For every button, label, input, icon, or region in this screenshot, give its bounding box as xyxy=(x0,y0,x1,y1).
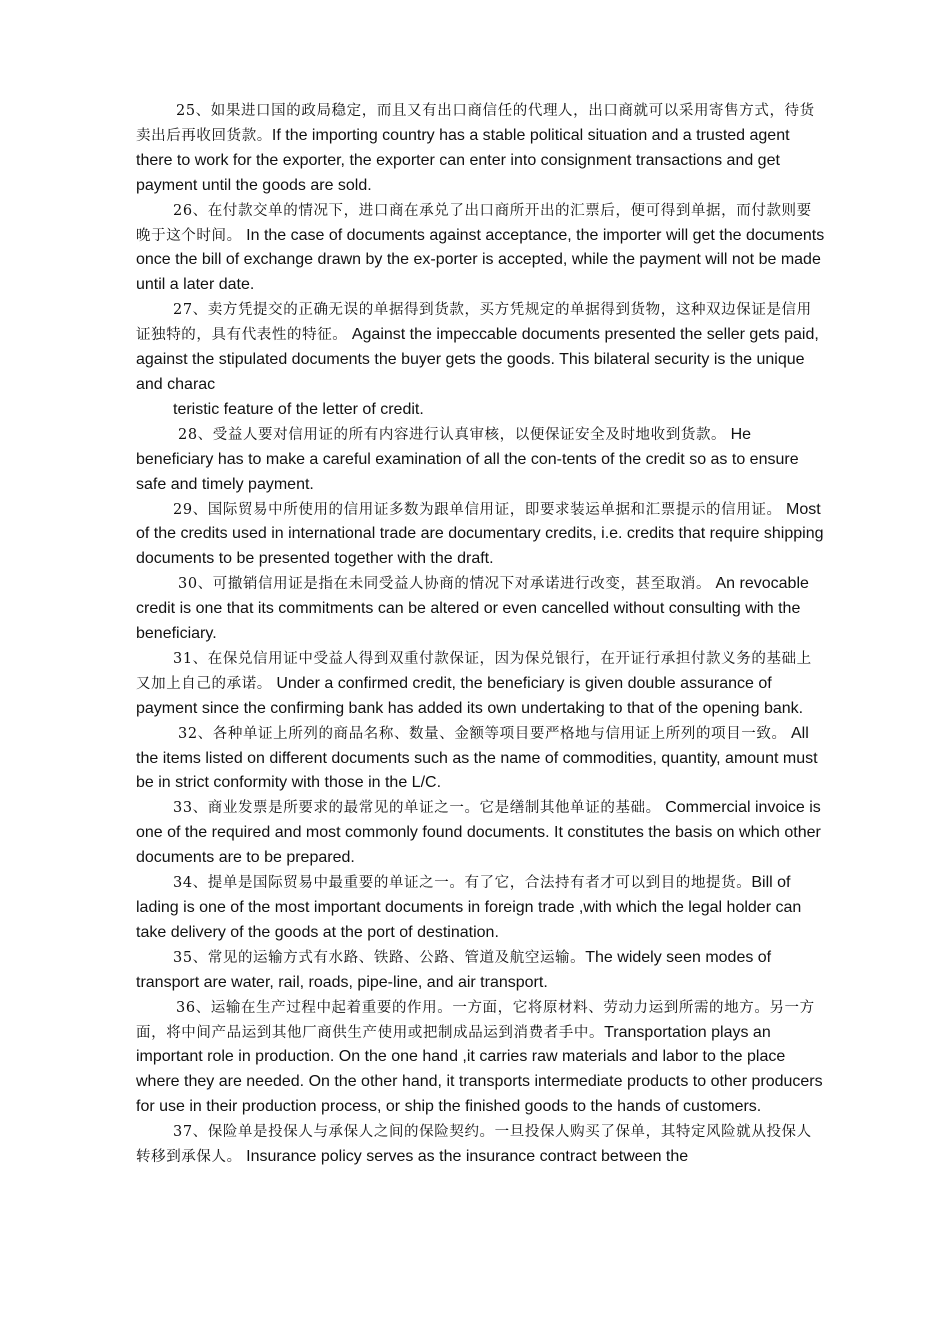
paragraph-26 xyxy=(136,199,826,299)
chinese-text: 30、可撤销信用证是指在未同受益人协商的情况下对承诺进行改变，甚至取消。 xyxy=(178,576,712,593)
chinese-text: 35、常见的运输方式有水路、铁路、公路、管道及航空运输。 xyxy=(173,949,586,966)
paragraph-36 xyxy=(136,996,826,1121)
english-text: In the case of documents against acceptance, the importer will get the documents once the bill of exchange drawn by the ex-porter is accepted, while the payment will not be made until a later date. xyxy=(136,226,825,294)
chinese-text: 28、受益人要对信用证的所有内容进行认真审核，以便保证安全及时地收到货款。 xyxy=(178,426,727,443)
paragraph-30 xyxy=(136,572,826,647)
english-text: He beneficiary has to make a careful examination of all the con-tents of the credit so as to ensure safe and timely payment. xyxy=(136,425,799,493)
paragraph-29 xyxy=(136,498,826,573)
chinese-text: 34、提单是国际贸易中最重要的单证之一。有了它，合法持有者才可以到目的地提货。 xyxy=(173,875,752,892)
chinese-text: 25、如果进口国的政局稳定，而且又有出口商信任的代理人，出口商就可以采用寄售方式，待货卖出后再收回货款。 xyxy=(136,103,815,144)
paragraph-33 xyxy=(136,796,826,871)
english-text: Transportation plays an important role in production. On the one hand ,it carries raw materials and labor to the place where they are needed. On the other hand, it transports intermediate products to other producers for use in their production process, or ship the finished goods to the hands of customers. xyxy=(136,1023,823,1116)
english-text: Bill of lading is one of the most important documents in foreign trade ,with which the legal holder can take delivery of the goods at the port of destination. xyxy=(136,874,802,941)
chinese-text: 27、卖方凭提交的正确无误的单据得到货款，买方凭规定的单据得到货物，这种双边保证是信用证独特的，具有代表性的特征。 xyxy=(136,302,812,344)
chinese-text: 29、国际贸易中所使用的信用证多数为跟单信用证，即要求装运单据和汇票提示的信用证。 xyxy=(173,501,782,518)
chinese-text: 36、运输在生产过程中起着重要的作用。一方面，它将原材料、劳动力运到所需的地方。另一方面，将中间产品运到其他厂商供生产使用或把制成品运到消费者手中。 xyxy=(136,999,815,1041)
chinese-text: 37、保险单是投保人与承保人之间的保险契约。一旦投保人购买了保单，其特定风险就从投保人转移到承保人。 xyxy=(136,1124,812,1166)
paragraph-35 xyxy=(136,946,826,996)
paragraph-34 xyxy=(136,871,826,946)
english-text: Against the impeccable documents presented the seller gets paid, against the stipulated documents the buyer gets the goods. This bilateral security is the unique and charac xyxy=(136,326,819,393)
english-text: The widely seen modes of transport are water, rail, roads, pipe-line, and air transport. xyxy=(136,948,772,991)
english-text: Commercial invoice is one of the required and most commonly found documents. It constitutes the basis on which other documents are to be prepared. xyxy=(136,799,821,867)
english-text: Insurance policy serves as the insurance contract between the xyxy=(241,1148,689,1166)
paragraph-28 xyxy=(136,423,826,498)
english-text: If the importing country has a stable political situation and a trusted agent there to work for the exporter, the exporter can enter into consignment transactions and get payment until the goods are sold. xyxy=(136,126,790,194)
paragraph-31 xyxy=(136,647,826,722)
english-text: Under a confirmed credit, the beneficiary is given double assurance of payment since the confirming bank has added its own undertaking to that of the opening bank. xyxy=(136,674,804,717)
chinese-text: 26、在付款交单的情况下，进口商在承兑了出口商所开出的汇票后，便可得到单据，而付款则要晚于这个时间。 xyxy=(136,202,812,244)
chinese-text: 33、商业发票是所要求的最常见的单证之一。它是缮制其他单证的基础。 xyxy=(173,800,661,817)
paragraph-27 xyxy=(136,298,826,398)
document-page xyxy=(136,99,826,1170)
paragraph-37 xyxy=(136,1120,826,1170)
english-text: teristic feature of the letter of credit. xyxy=(173,400,424,418)
paragraph-32 xyxy=(136,722,826,797)
paragraph-27-continuation xyxy=(136,398,826,423)
english-text: Most of the credits used in international trade are documentary credits, i.e. credits that require shipping documents to be presented together with the draft. xyxy=(136,500,824,568)
chinese-text: 32、各种单证上所列的商品名称、数量、金额等项目要严格地与信用证上所列的项目一致。 xyxy=(178,725,787,742)
paragraph-25 xyxy=(136,99,826,199)
english-text: An revocable credit is one that its commitments can be altered or even cancelled without consulting with the beneficiary. xyxy=(136,575,809,643)
english-text: All the items listed on different documents such as the name of commodities, quantity, amount must be in strict conformity with those in the L/C. xyxy=(136,724,818,792)
chinese-text: 31、在保兑信用证中受益人得到双重付款保证，因为保兑银行，在开证行承担付款义务的基础上又加上自己的承诺。 xyxy=(136,650,812,692)
